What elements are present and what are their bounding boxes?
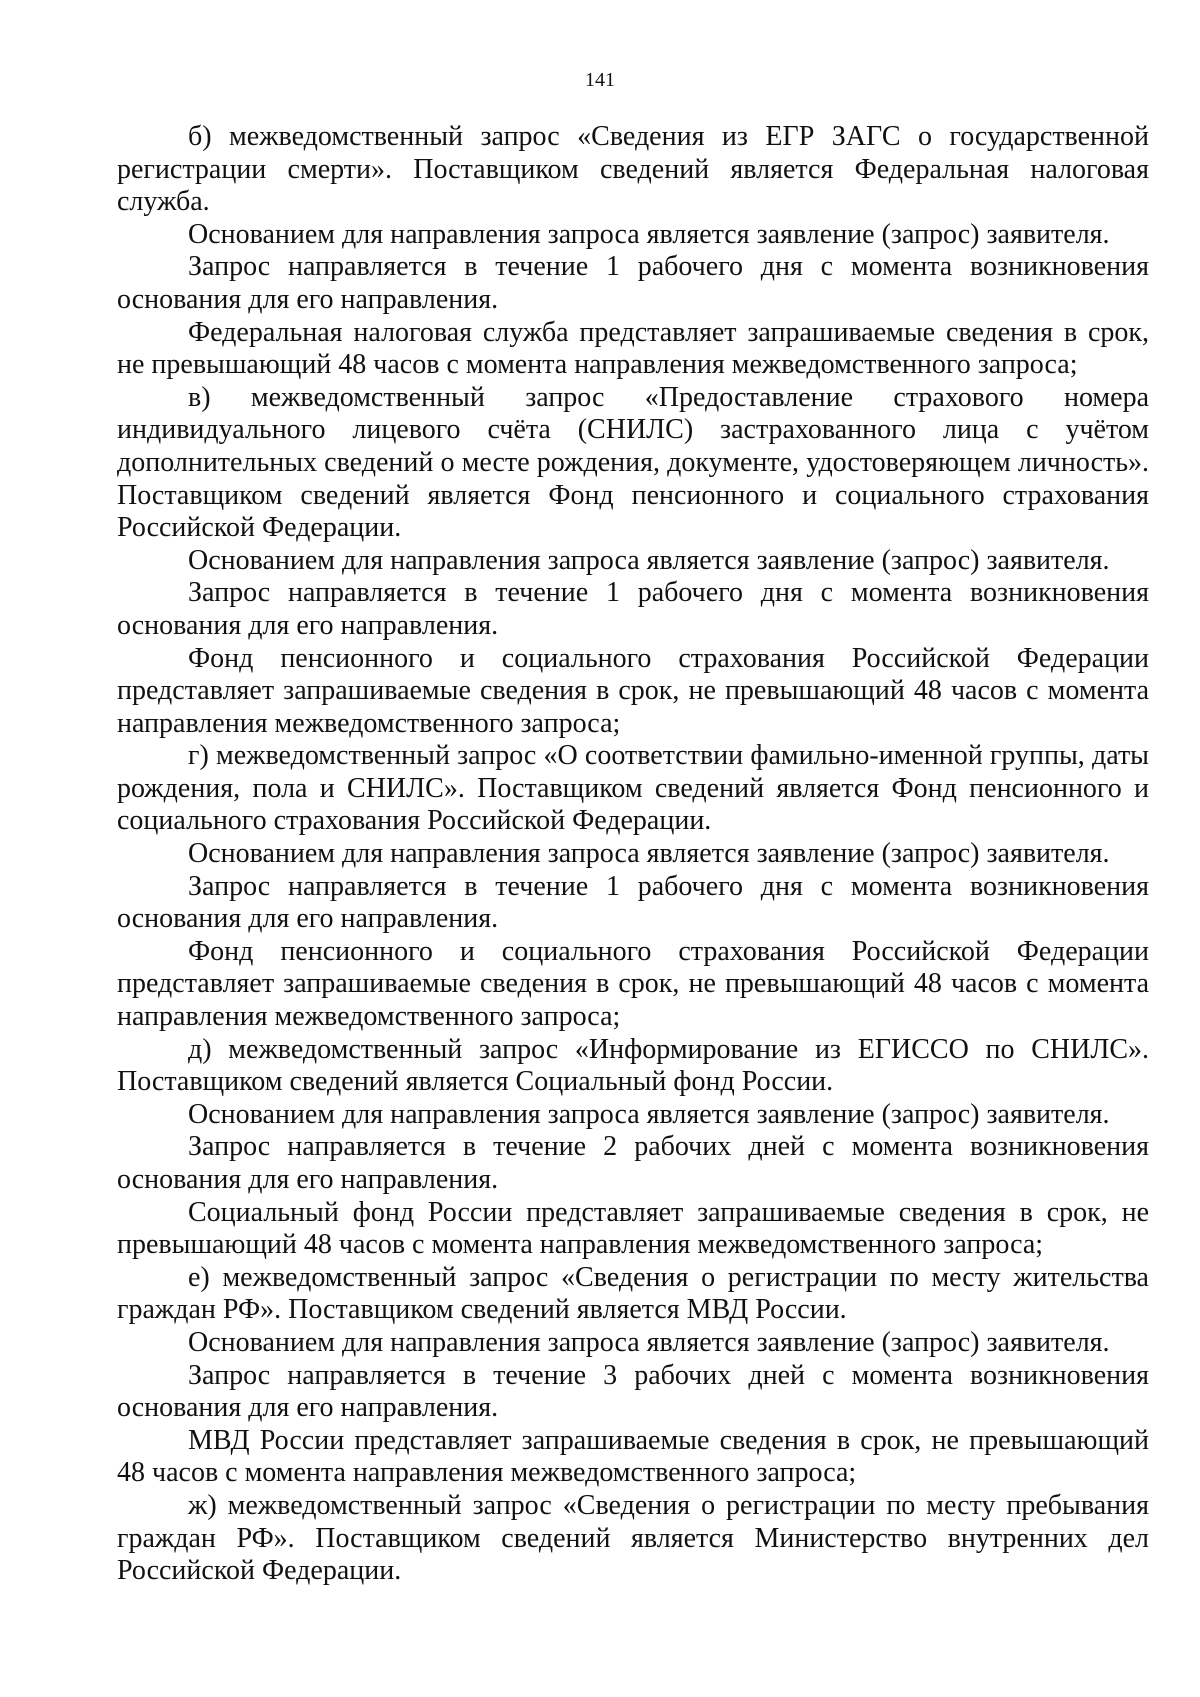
paragraph: Основанием для направления запроса является заявление (запрос) заявителя. [188, 218, 1110, 250]
paragraph: Фонд пенсионного и социального страхования Российской Федерации представляет запрашиваемые сведения в срок, не превышающий 48 часов с момента направления межведомственного запроса; [117, 642, 1149, 739]
document-body [117, 121, 1149, 1588]
paragraph: ж) межведомственный запрос «Сведения о регистрации по месту пребывания граждан РФ». Поставщиком сведений является Министерство внутренних дел Российской Федерации. [117, 1489, 1149, 1587]
paragraph: Запрос направляется в течение 3 рабочих дней с момента возникновения основания для его направления. [117, 1359, 1149, 1424]
paragraph: Основанием для направления запроса является заявление (запрос) заявителя. [188, 1326, 1110, 1358]
paragraph: Запрос направляется в течение 1 рабочего дня с момента возникновения основания для его направления. [117, 870, 1149, 935]
paragraph: в) межведомственный запрос «Предоставление страхового номера индивидуального лицевого счёта (СНИЛС) застрахованного лица с учётом дополнительных сведений о месте рождения, документе, удостоверяющем личность». Поставщиком сведений является Фонд пенсионного и социального страхования Российской Федерации. [117, 381, 1149, 544]
paragraph: Фонд пенсионного и социального страхования Российской Федерации представляет запрашиваемые сведения в срок, не превышающий 48 часов с момента направления межведомственного запроса; [117, 935, 1149, 1033]
paragraph: Федеральная налоговая служба представляет запрашиваемые сведения в срок, не превышающий 48 часов с момента направления межведомственного запроса; [117, 316, 1149, 381]
paragraph: е) межведомственный запрос «Сведения о регистрации по месту жительства граждан РФ». Поставщиком сведений является МВД России. [117, 1261, 1149, 1326]
paragraph: д) межведомственный запрос «Информирование из ЕГИССО по СНИЛС». Поставщиком сведений является Социальный фонд России. [117, 1033, 1149, 1098]
paragraph: Основанием для направления запроса является заявление (запрос) заявителя. [188, 838, 1110, 870]
paragraph: г) межведомственный запрос «О соответствии фамильно-именной группы, даты рождения, пола и СНИЛС». Поставщиком сведений является Фонд пенсионного и социального страхования Российской Федерации. [117, 740, 1149, 837]
page-number: 141 [585, 69, 615, 91]
paragraph: Основанием для направления запроса является заявление (запрос) заявителя. [188, 1098, 1110, 1130]
paragraph: б) межведомственный запрос «Сведения из ЕГР ЗАГС о государственной регистрации смерти». Поставщиком сведений является Федеральная налоговая служба. [117, 121, 1149, 218]
paragraph: Запрос направляется в течение 1 рабочего дня с момента возникновения основания для его направления. [117, 577, 1149, 641]
paragraph: МВД России представляет запрашиваемые сведения в срок, не превышающий 48 часов с момента направления межведомственного запроса; [117, 1424, 1149, 1489]
paragraph: Основанием для направления запроса является заявление (запрос) заявителя. [188, 544, 1110, 576]
paragraph: Социальный фонд России представляет запрашиваемые сведения в срок, не превышающий 48 часов с момента направления межведомственного запроса; [117, 1196, 1149, 1261]
paragraph: Запрос направляется в течение 2 рабочих дней с момента возникновения основания для его направления. [117, 1131, 1149, 1195]
paragraph: Запрос направляется в течение 1 рабочего дня с момента возникновения основания для его направления. [117, 251, 1149, 315]
